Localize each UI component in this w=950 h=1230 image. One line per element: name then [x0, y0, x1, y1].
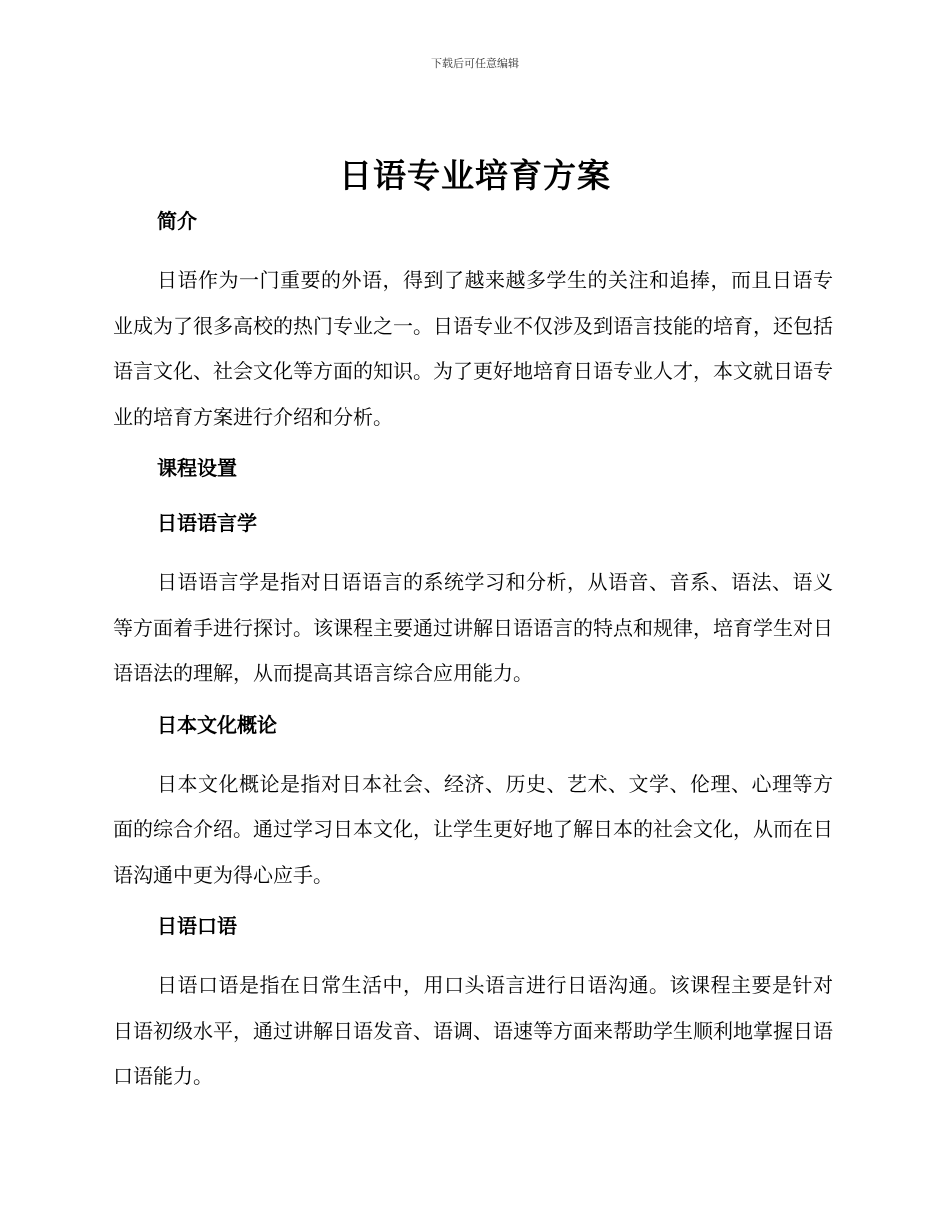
- section-japanese-linguistics: [113, 505, 833, 697]
- section-paragraph: 日本文化概论是指对日本社会、经济、历史、艺术、文学、伦理、心理等方面的综合介绍。通过学习日本文化，让学生更好地了解日本的社会文化，从而在日语沟通中更为得心应手。: [113, 771, 833, 887]
- section-japanese-culture: [113, 707, 833, 899]
- section-intro: [113, 203, 833, 440]
- section-heading: 简介: [157, 209, 197, 233]
- header-note: 下载后可任意编辑: [431, 57, 519, 70]
- section-heading: 日本文化概论: [157, 712, 277, 737]
- section-japanese-speaking: [113, 908, 833, 1100]
- section-paragraph: 日语作为一门重要的外语，得到了越来越多学生的关注和追捧，而且日语专业成为了很多高校的热门专业之一。日语专业不仅涉及到语言技能的培育，还包括语言文化、社会文化等方面的知识。为了更好地培育日语专业人才，本文就日语专业的培育方案进行介绍和分析。: [113, 268, 833, 429]
- section-heading: 日语语言学: [157, 511, 257, 535]
- document-title: 日语专业培育方案: [339, 156, 611, 195]
- section-heading: 日语口语: [157, 914, 237, 938]
- section-paragraph: 日语语言学是指对日语语言的系统学习和分析，从语音、音系、语法、语义等方面着手进行探讨。该课程主要通过讲解日语语言的特点和规律，培育学生对日语语法的理解，从而提高其语言综合应用能力。: [113, 570, 833, 685]
- section-paragraph: 日语口语是指在日常生活中，用口头语言进行日语沟通。该课程主要是针对日语初级水平，通过讲解日语发音、语调、语速等方面来帮助学生顺利地掌握日语口语能力。: [113, 973, 833, 1088]
- section-heading: 课程设置: [157, 456, 237, 480]
- document-body: [113, 203, 833, 1110]
- section-curriculum: [113, 450, 833, 486]
